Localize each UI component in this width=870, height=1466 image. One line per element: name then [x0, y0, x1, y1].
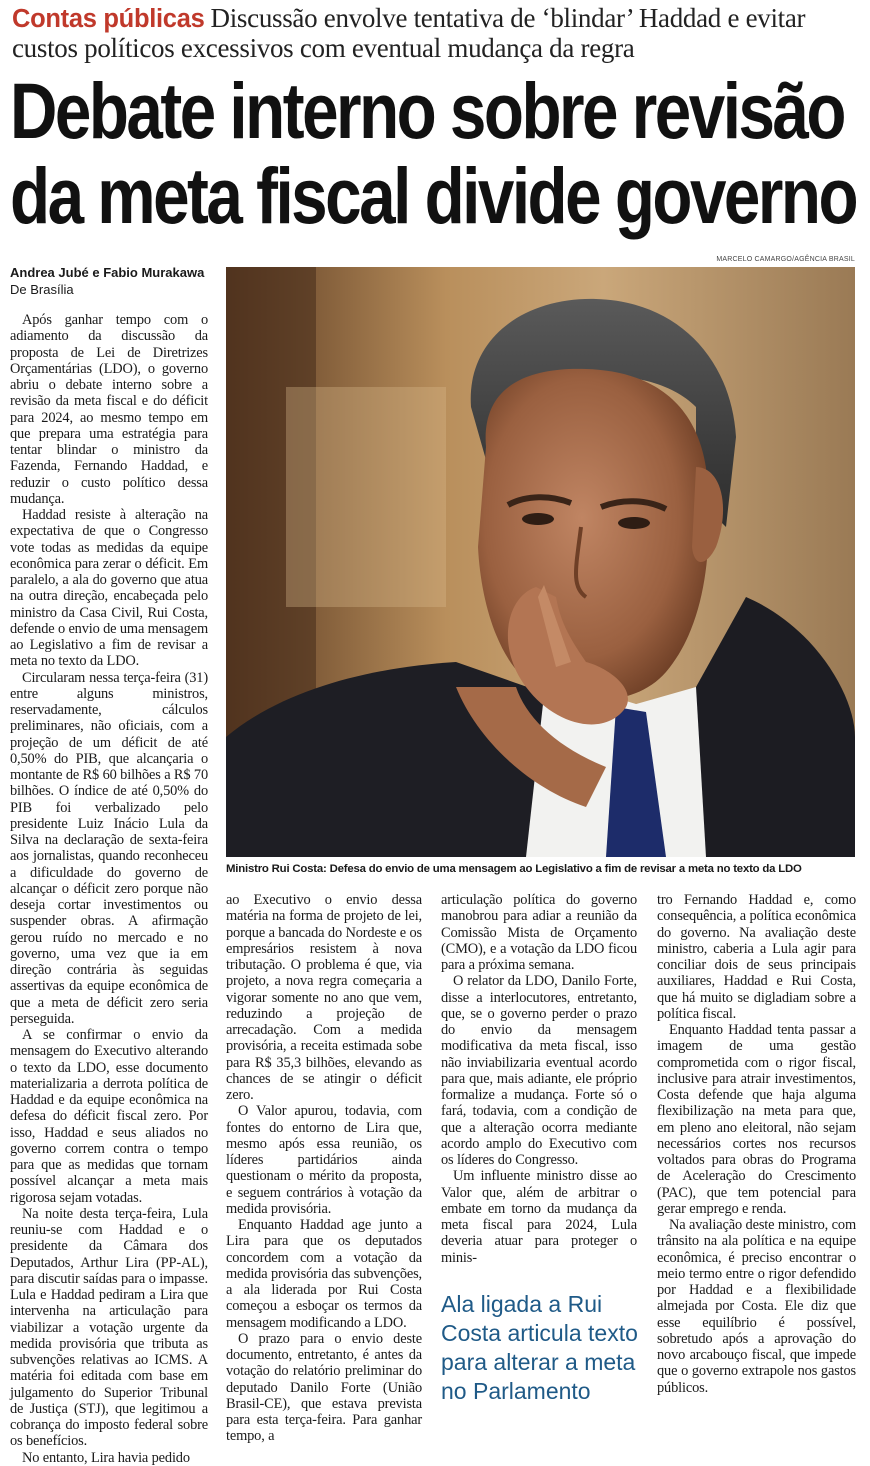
paragraph: ao Executivo o envio dessa matéria na forma de projeto de lei, porque a bancada do Nordeste e os empresários resistem à nova tributação. O problema é que, via projeto, a nova regra começaria a vigorar somente no ano que vem, reduzindo a projeção de arrecadação. Com a medida provisória, a receita estimada sobe para R$ 35,3 bilhões, elevando as chances de se atingir o déficit zero.	[226, 892, 422, 1103]
article-column-3	[441, 892, 637, 1266]
article-column-4	[657, 892, 856, 1396]
byline-location: De Brasília	[10, 282, 74, 297]
paragraph: Na noite desta terça-feira, Lula reuniu-se com Haddad e o presidente da Câmara dos Deputados, Arthur Lira (PP-AL), para discutir saídas para o impasse. Lula e Haddad pediram a Lira que intervenha na articulação para viabilizar a votação urgente da medida provisória que tributa as subvenções relativas ao ICMS. A matéria foi editada com base em julgamento do Superior Tribunal de Justiça (STJ), que legitimou a cobrança do imposto federal sobre os benefícios.	[10, 1205, 208, 1450]
article-column-2	[226, 892, 422, 1445]
photo-rui-costa	[226, 267, 855, 857]
kicker	[12, 4, 862, 63]
paragraph: O prazo para o envio deste documento, entretanto, é antes da votação do relatório preliminar do deputado Danilo Forte (União Brasil-CE), que estava prevista para esta terça-feira. Para ganhar tempo, a	[226, 1330, 422, 1445]
section-label: Contas públicas	[12, 5, 205, 33]
paragraph: articulação política do governo manobrou para adiar a reunião da Comissão Mista de Orçamento (CMO), e a votação da LDO ficou para a próxima semana.	[441, 892, 637, 973]
paragraph: A se confirmar o envio da mensagem do Executivo alterando o texto da LDO, esse documento materializaria a derrota política de Haddad e da equipe econômica na defesa do déficit fiscal zero. Por isso, Haddad e seus aliados no governo correm contra o tempo para que as medidas que tornam possível alcançar a meta mais rigorosa sejam votadas.	[10, 1027, 208, 1206]
deck-text: Discussão envolve tentativa de ‘blindar’ Haddad e evitar custos políticos excessivos com eventual mudança da regra	[12, 3, 806, 63]
paragraph: Enquanto Haddad tenta passar a imagem de uma gestão comprometida com o rigor fiscal, inclusive para atrair investimentos, Costa defende que haja alguma flexibilização na meta para que, em pleno ano eleitoral, não sejam necessários cortes nos recursos voltados para obras do Programa de Aceleração do Crescimento (PAC), que tem potencial para gerar emprego e renda.	[657, 1022, 856, 1217]
paragraph: Circularam nessa terça-feira (31) entre alguns ministros, reservadamente, cálculos preliminares, não oficiais, com a projeção de um déficit de até 0,50% do PIB, que alcançaria o montante de R$ 60 bilhões a R$ 70 bilhões. O índice de até 0,50% do PIB foi verbalizado pelo presidente Luiz Inácio Lula da Silva na declaração de sexta-feira aos jornalistas, quando reconheceu a dificuldade do governo de alcançar o déficit zero porque não deseja cortar investimentos ou suspender obras. A afirmação gerou ruído no mercado e no governo, uma vez que ia em direção contrária às seguidas assertivas da equipe econômica de que a meta de déficit zero seria perseguida.	[10, 669, 208, 1027]
pull-quote: Ala ligada a Rui Costa articula texto para alterar a meta no Parlamento	[441, 1291, 638, 1404]
paragraph: O relator da LDO, Danilo Forte, disse a interlocutores, entretanto, que, se o governo perder o prazo do envio da mensagem modificativa da meta fiscal, isso não inviabilizaria eventual acordo para que, mais adiante, ele próprio formalize a mudança. Forte só o fará, todavia, com a condição de que a alteração ocorra mediante acordo amplo do Executivo com os líderes do Congresso.	[441, 973, 637, 1168]
article-column-1	[10, 312, 208, 1466]
photo-credit: MARCELO CAMARGO/AGÊNCIA BRASIL	[716, 256, 855, 263]
paragraph: Após ganhar tempo com o adiamento da discussão da proposta de Lei de Diretrizes Orçamentárias (LDO), o governo abriu o debate interno sobre a revisão da meta fiscal e do déficit para 2024, ao mesmo tempo em que prepara uma estratégia para tentar blindar o ministro da Fazenda, Fernando Haddad, e reduzir o custo político dessa mudança.	[10, 312, 208, 507]
paragraph: Na avaliação deste ministro, com trânsito na ala política e na equipe econômica, é preciso encontrar o meio termo entre o rigor defendido por Haddad e a flexibilidade almejada por Costa. Ele diz que esse equilíbrio é possível, sobretudo após a aprovação do novo arcabouço fiscal, que impede que o governo extrapole nos gastos públicos.	[657, 1217, 856, 1396]
byline-authors: Andrea Jubé e Fabio Murakawa	[10, 265, 205, 280]
byline	[10, 264, 204, 298]
headline-line-1: Debate interno sobre revisão	[10, 66, 844, 155]
paragraph: Enquanto Haddad age junto a Lira para que os deputados concordem com a votação da medida provisória das subvenções, a ala liderada por Rui Costa começou a esboçar os termos da mensagem modificando a LDO.	[226, 1217, 422, 1331]
paragraph: O Valor apurou, todavia, com fontes do entorno de Lira que, mesmo após essa reunião, os líderes partidários ainda questionam o mérito da proposta, e seguem contrários à votação da medida provisória.	[226, 1103, 422, 1217]
paragraph: No entanto, Lira havia pedido	[22, 1449, 190, 1466]
headline-line-2: da meta fiscal divide governo	[10, 151, 857, 240]
headline	[10, 66, 857, 240]
paragraph: Um influente ministro disse ao Valor que, além de arbitrar o embate em torno da mudança da meta fiscal para 2024, Lula deveria atuar para proteger o minis-	[441, 1168, 637, 1266]
photo-caption: Ministro Rui Costa: Defesa do envio de uma mensagem ao Legislativo a fim de revisar a meta no texto da LDO	[226, 863, 802, 875]
paragraph: Haddad resiste à alteração na expectativa de que o Congresso vote todas as medidas da equipe econômica para zerar o déficit. Em paralelo, a ala do governo que atua na outra direção, encabeçada pelo ministro da Casa Civil, Rui Costa, defende o envio de uma mensagem ao Legislativo a fim de revisar a meta no texto da LDO.	[10, 507, 208, 670]
paragraph: tro Fernando Haddad e, como consequência, a política econômica do governo. Na avaliação deste ministro, caberia a Lula agir para conciliar dois de seus principais auxiliares, Haddad e Rui Costa, que há muito se digladiam sobre a política fiscal.	[657, 892, 856, 1022]
